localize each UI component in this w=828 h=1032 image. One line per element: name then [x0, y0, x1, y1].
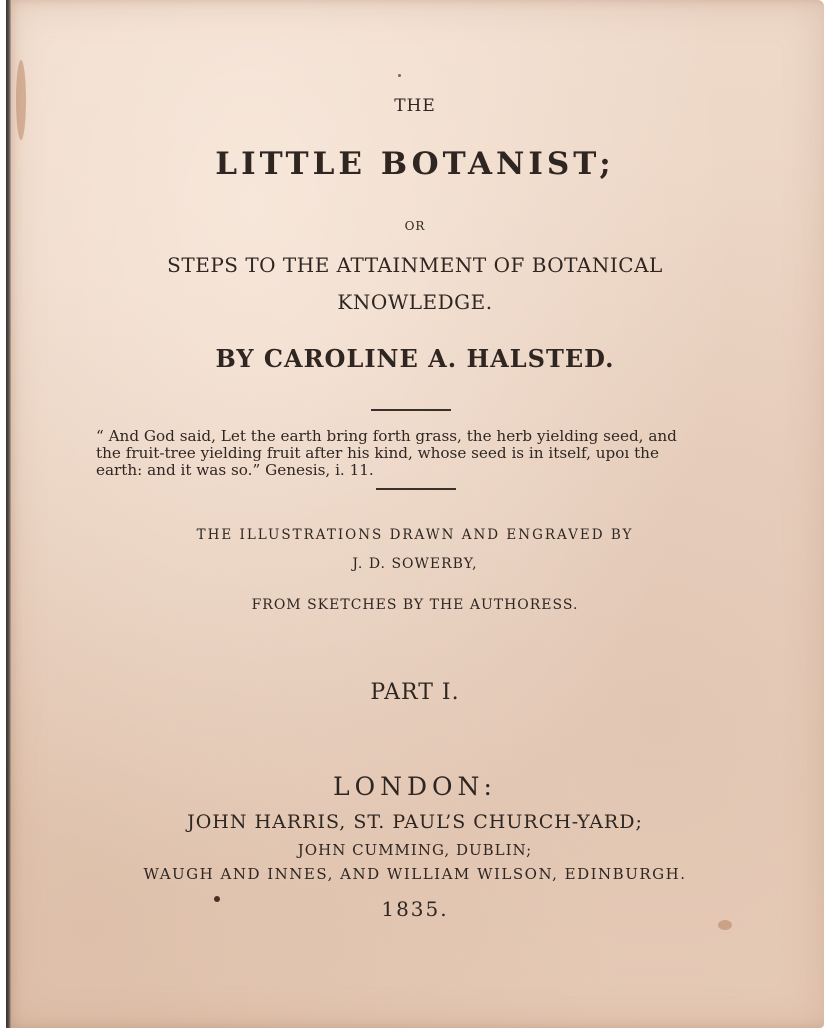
divider-rule	[376, 488, 456, 490]
title-article: THE	[394, 96, 436, 116]
epigraph-line-3-text: earth: and it was so.”	[96, 461, 261, 479]
paper-sheet	[6, 0, 824, 1028]
epigraph-citation: Genesis, i. 11.	[265, 461, 374, 479]
ink-spot	[214, 896, 220, 902]
epigraph-line-2: the fruit-tree yielding fruit after his kind, whose seed is in itself, upoı the	[96, 444, 659, 462]
book-title: LITTLE BOTANIST;	[215, 146, 615, 182]
subtitle-line-1: STEPS TO THE ATTAINMENT OF BOTANICAL	[167, 253, 663, 277]
epigraph	[96, 428, 726, 479]
imprint-city: LONDON:	[333, 772, 497, 801]
title-conjunction: OR	[404, 219, 426, 233]
epigraph-line-1: “ And God said, Let the earth bring forth grass, the herb yielding seed, and	[96, 427, 677, 445]
imprint-publisher-3: WAUGH AND INNES, AND WILLIAM WILSON, EDINBURGH.	[143, 865, 687, 883]
illustrator-name: J. D. SOWERBY,	[352, 556, 478, 572]
imprint-publisher-1: JOHN HARRIS, ST. PAUL’S CHURCH-YARD;	[187, 811, 643, 833]
sketches-credit: FROM SKETCHES BY THE AUTHORESS.	[251, 597, 579, 613]
ink-spot	[398, 74, 401, 77]
divider-rule	[371, 409, 451, 411]
epigraph-line-3	[96, 462, 726, 479]
illustrations-credit: THE ILLUSTRATIONS DRAWN AND ENGRAVED BY	[196, 527, 634, 543]
publication-year: 1835.	[381, 897, 449, 921]
imprint-publisher-2: JOHN CUMMING, DUBLIN;	[297, 841, 533, 859]
author-line: BY CAROLINE A. HALSTED.	[215, 344, 615, 373]
subtitle-line-2: KNOWLEDGE.	[337, 290, 493, 314]
part-number: PART I.	[370, 680, 460, 705]
foxing-stain	[718, 920, 732, 930]
